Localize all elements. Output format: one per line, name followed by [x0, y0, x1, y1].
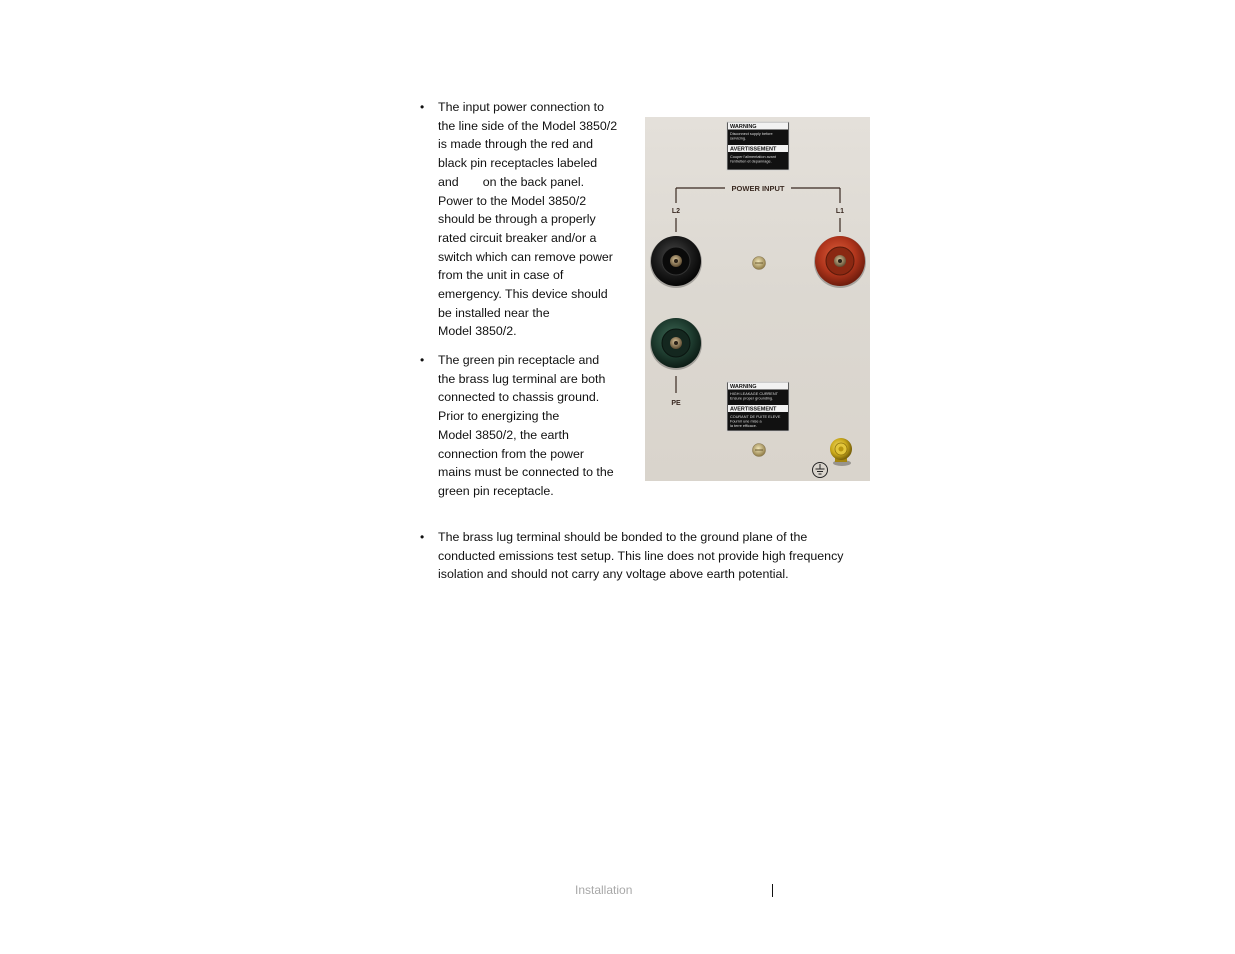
green-pin-receptacle: [650, 318, 702, 370]
red-pin-receptacle: [814, 236, 866, 288]
warning-title: WARNING: [730, 384, 757, 390]
text-line: The input power connection to: [438, 100, 605, 114]
text-line: Power to the Model 3850/2: [438, 193, 587, 208]
text-line: the brass lug terminal are both: [438, 371, 606, 386]
panel-screw-bottom: [753, 444, 766, 457]
back-panel-photo: [645, 117, 870, 481]
text-line: The green pin receptacle and: [438, 353, 600, 367]
text-line: be installed near the: [438, 305, 550, 320]
l1-label: L1: [835, 208, 845, 215]
back-panel-drawing: [645, 117, 870, 481]
footer-section-title: Installation: [575, 883, 633, 897]
avertissement-text: la terre efficace.: [730, 424, 757, 428]
text-line: switch which can remove power: [438, 249, 613, 264]
panel-screw-top: [753, 257, 766, 270]
text-line: black pin receptacles labeled: [438, 156, 598, 171]
avertissement-title: AVERTISSEMENT: [730, 146, 777, 153]
text-line: green pin receptacle.: [438, 483, 554, 498]
warning-text: Ensure proper grounding.: [730, 396, 774, 401]
text-line: The brass lug terminal should be bonded to the ground plane of the: [438, 530, 808, 544]
bullet-glyph: •: [420, 100, 425, 114]
avertissement-text: COURANT DE FUITE ELEVE: [730, 415, 781, 419]
text-line: is made through the red and: [438, 137, 593, 152]
bullet-text: [438, 98, 617, 341]
text-line: Prior to energizing the: [438, 409, 560, 424]
text-line: and on the back panel.: [438, 174, 585, 189]
text-line: isolation and should not carry any voltage above earth potential.: [438, 567, 789, 582]
power-input-label: POWER INPUT: [731, 184, 785, 193]
text-line: from the unit in case of: [438, 268, 564, 283]
pe-label: PE: [671, 400, 681, 407]
avertissement-text: Fournir une mise a: [730, 419, 762, 424]
bullet-glyph: •: [420, 530, 425, 544]
power-input-bracket: [676, 188, 840, 393]
warning-text: HIGH LEAKAGE CURRENT: [730, 392, 778, 396]
footer-divider: [772, 884, 773, 897]
text-line: should be through a properly: [438, 212, 596, 227]
text-line: the line side of the Model 3850/2: [438, 118, 618, 133]
ground-symbol-icon: [813, 463, 828, 478]
black-pin-receptacle: [650, 236, 702, 288]
avertissement-text: Couper l'alimentation avant: [730, 155, 776, 159]
text-line: emergency. This device should: [438, 287, 608, 302]
text-line: connection from the power: [438, 446, 585, 461]
avertissement-text: l'entretien et depannage.: [730, 159, 772, 164]
text-line: mains must be connected to the: [438, 465, 614, 480]
text-line: Model 3850/2, the earth: [438, 427, 569, 442]
avertissement-title: AVERTISSEMENT: [730, 406, 777, 413]
brass-lug-terminal: [830, 438, 852, 466]
bullet-text: [438, 528, 843, 584]
bullet-glyph: •: [420, 353, 425, 367]
warning-text: servicing.: [730, 136, 747, 141]
bullet-text: [438, 351, 614, 501]
warning-text: Disconnect supply before: [730, 132, 773, 136]
warning-label-bottom: [727, 382, 789, 431]
l2-label: L2: [671, 208, 681, 215]
warning-title: WARNING: [730, 124, 757, 130]
text-line: Model 3850/2.: [438, 324, 517, 339]
warning-label-top: [727, 122, 789, 170]
text-line: conducted emissions test setup. This line does not provide high frequency: [438, 548, 844, 563]
text-line: connected to chassis ground.: [438, 390, 600, 405]
text-line: rated circuit breaker and/or a: [438, 230, 597, 245]
